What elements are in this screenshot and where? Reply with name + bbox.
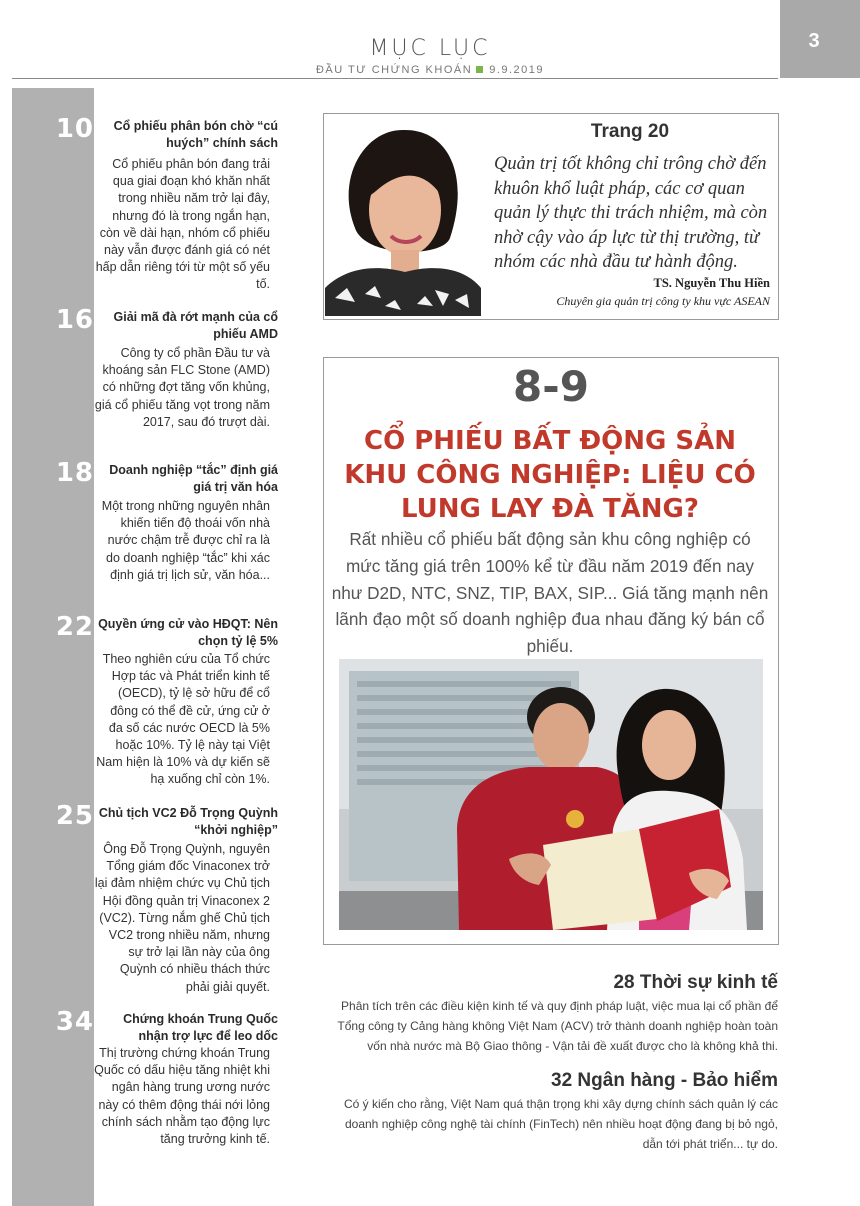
page-title: MỤC LỤC: [369, 36, 491, 61]
toc-entry-page: 16: [55, 305, 94, 335]
quote-text: Quản trị tốt không chỉ trông chờ đến khuôn khổ luật pháp, các cơ quan quản lý thực thi trách nhiệm, mà còn nhờ cậy vào áp lực từ thị trường, từ nhóm các nhà đầu tư hành động.: [494, 154, 768, 273]
toc-entry-title: Chủ tịch VC2 Đỗ Trọng Quỳnh “khởi nghiệp”: [98, 806, 278, 837]
section-summary-32: Có ý kiến cho rằng, Việt Nam quá thận trọng khi xây dựng chính sách quản lý các doanh nghiệp công nghệ tài chính (FinTech) nên nhiều hoạt động đang bị bỏ ngỏ, dẫn tới phát triển... tự do.: [343, 1097, 778, 1151]
toc-entry-title: Doanh nghiệp “tắc” định giá giá trị văn hóa: [109, 463, 278, 494]
section-page: 28: [613, 972, 635, 993]
toc-entry-title: Cổ phiếu phân bón chờ “cú huých” chính sách: [113, 119, 278, 150]
header-divider: [12, 78, 778, 79]
section-heading-28[interactable]: [330, 972, 778, 994]
toc-entry-page: 22: [55, 612, 94, 642]
toc-entry-summary: Cổ phiếu phân bón đang trải qua giai đoạn khó khăn nhất trong nhiều năm trở lại đây, nhưng đó là trong ngắn hạn, còn về dài hạn, nhóm cổ phiếu này vẫn được đánh giá có nét hấp dẫn riêng tới từ một số yếu tố.: [95, 157, 270, 292]
section-name: Ngân hàng - Bảo hiểm: [577, 1070, 778, 1091]
quote-author-role: Chuyên gia quản trị công ty khu vực ASEAN: [556, 294, 770, 308]
publication-name: ĐẦU TƯ CHỨNG KHOÁN: [315, 64, 473, 76]
quote-page-label: Trang 20: [590, 121, 670, 142]
toc-entry-page: 18: [55, 458, 94, 488]
issue-date: 9.9.2019: [489, 64, 545, 76]
toc-entry-summary: Thị trường chứng khoán Trung Quốc có dấu hiệu tăng nhiệt khi ngân hàng trung ương nước này có thêm động thái nới lỏng chính sách nhằm tạo động lực tăng trưởng kinh tế.: [94, 1046, 270, 1147]
toc-entry-title: Giải mã đà rớt mạnh của cổ phiếu AMD: [113, 310, 278, 341]
toc-entry-title: Quyền ứng cử vào HĐQT: Nên chọn tỷ lệ 5%: [98, 617, 278, 648]
quote-author: TS. Nguyễn Thu Hiền: [653, 276, 770, 290]
author-portrait: [325, 118, 481, 316]
feature-photo: [339, 659, 763, 930]
page-number: 3: [808, 30, 820, 52]
section-heading-32[interactable]: [330, 1070, 778, 1092]
feature-pages: 8-9: [513, 362, 589, 411]
section-summary-28: Phân tích trên các điều kiện kinh tế và quy định pháp luật, việc mua lại cổ phần để Tổng công ty Cảng hàng không Việt Nam (ACV) trở thành doanh nghiệp hoàn toàn vốn nhà nước mà Bộ Giao thông - Vận tải đề xuất được cho là không khả thi.: [337, 999, 778, 1053]
section-page: 32: [551, 1070, 573, 1091]
toc-entry-summary: Một trong những nguyên nhân khiến tiến độ thoái vốn nhà nước chậm trễ được chỉ ra là do doanh nghiệp “tắc” khi xác định giá trị lịch sử, văn hóa...: [101, 499, 270, 582]
toc-entry-summary: Theo nghiên cứu của Tổ chức Hợp tác và Phát triển kinh tế (OECD), tỷ lệ sở hữu để cổ đông có thể đề cử, ứng cử ở đa số các nước OECD là 5% hoặc 10%. Tỷ lệ này tại Việt Nam hiện là 10% và dự kiến sẽ hạ xuống chỉ còn 1%.: [96, 652, 270, 787]
toc-entry-summary: Ông Đỗ Trọng Quỳnh, nguyên Tổng giám đốc Vinaconex trở lại đảm nhiệm chức vụ Chủ tịch Hội đồng quản trị Vinaconex 2 (VC2). Từng nắm ghế Chủ tịch VC2 trong nhiều năm, nhưng sự trở lại lần này của ông Quỳnh có nhiều thách thức phải giải quyết.: [94, 842, 270, 994]
section-name: Thời sự kinh tế: [639, 972, 778, 993]
toc-entry-page: 10: [55, 114, 94, 144]
sidebar-band: [12, 88, 94, 1206]
feature-lead: Rất nhiều cổ phiếu bất động sản khu công nghiệp có mức tăng giá trên 100% kể từ đầu năm 2019 đến nay như D2D, NTC, SNZ, TIP, BAX, SIP... Giá tăng mạnh nên lãnh đạo một số doanh nghiệp đua nhau đăng ký bán cổ phiếu.: [331, 529, 769, 657]
feature-headline[interactable]: CỔ PHIẾU BẤT ĐỘNG SẢN KHU CÔNG NGHIỆP: LIỆU CÓ LUNG LAY ĐÀ TĂNG?: [344, 426, 756, 524]
toc-entry-summary: Công ty cổ phần Đầu tư và khoáng sản FLC Stone (AMD) có những đợt tăng vốn khủng, giá cổ phiếu tăng vọt trong năm 2017, sau đó trượt dài.: [94, 346, 270, 429]
toc-entry-page: 34: [55, 1007, 94, 1037]
publication-line: [300, 64, 560, 76]
separator-square-icon: [476, 66, 483, 73]
toc-entry-page: 25: [55, 801, 94, 831]
toc-entry-title: Chứng khoán Trung Quốc nhận trợ lực để leo dốc: [123, 1012, 278, 1043]
